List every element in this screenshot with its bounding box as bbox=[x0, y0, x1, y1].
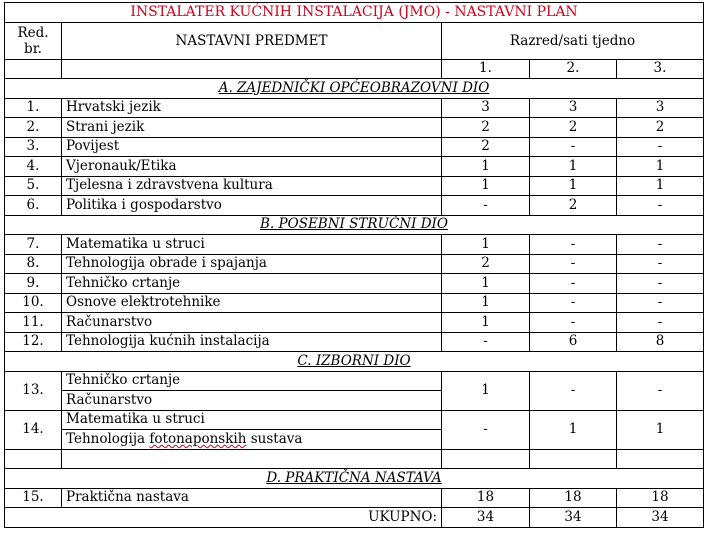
header-empty-cell bbox=[62, 59, 442, 79]
subject-name: Tehnologija obrade i spajanja bbox=[62, 254, 442, 274]
hours-year-2: - bbox=[530, 293, 617, 313]
hours-year-3: - bbox=[617, 137, 704, 157]
row-number: 7. bbox=[5, 235, 62, 255]
table-row bbox=[5, 157, 704, 177]
header-red-br: Red. br. bbox=[5, 22, 62, 59]
row-number: 11. bbox=[5, 313, 62, 333]
subject-name: Hrvatski jezik bbox=[62, 98, 442, 118]
hours-year-1: 1 bbox=[442, 157, 530, 177]
hours-year-1: 3 bbox=[442, 98, 530, 118]
row-number: 2. bbox=[5, 118, 62, 138]
hours-year-2: 1 bbox=[530, 176, 617, 196]
total-year-3: 34 bbox=[617, 508, 704, 528]
subject-name: Tehničko crtanje bbox=[62, 371, 442, 391]
total-label: UKUPNO: bbox=[5, 508, 442, 528]
row-number: 1. bbox=[5, 98, 62, 118]
total-year-1: 34 bbox=[442, 508, 530, 528]
hours-year-3: 1 bbox=[617, 157, 704, 177]
section-b-heading: B. POSEBNI STRUČNI DIO bbox=[5, 215, 704, 235]
subject-name: Računarstvo bbox=[62, 391, 442, 411]
row-number: 14. bbox=[5, 410, 62, 449]
table-row bbox=[5, 235, 704, 255]
hours-year-3: 1 bbox=[617, 410, 704, 449]
curriculum-table bbox=[4, 2, 704, 528]
row-number: 5. bbox=[5, 176, 62, 196]
header-predmet: NASTAVNI PREDMET bbox=[62, 22, 442, 59]
subject-name: Računarstvo bbox=[62, 313, 442, 333]
hours-year-3: 3 bbox=[617, 98, 704, 118]
hours-year-3: - bbox=[617, 235, 704, 255]
hours-year-1: 1 bbox=[442, 313, 530, 333]
hours-year-1: 2 bbox=[442, 118, 530, 138]
table-row bbox=[5, 176, 704, 196]
hours-year-3: 18 bbox=[617, 488, 704, 508]
subject-name: Vjeronauk/Etika bbox=[62, 157, 442, 177]
hours-year-2: - bbox=[530, 313, 617, 333]
row-number: 6. bbox=[5, 196, 62, 216]
empty-cell bbox=[442, 449, 530, 469]
hours-year-3: 8 bbox=[617, 332, 704, 352]
row-number: 8. bbox=[5, 254, 62, 274]
hours-year-1: 1 bbox=[442, 274, 530, 294]
table-row bbox=[5, 371, 704, 391]
hours-year-2: 2 bbox=[530, 196, 617, 216]
total-row bbox=[5, 508, 704, 528]
row-number: 13. bbox=[5, 371, 62, 410]
hours-year-1: 18 bbox=[442, 488, 530, 508]
table-row bbox=[5, 313, 704, 333]
header-empty-cell bbox=[5, 59, 62, 79]
hours-year-2: 6 bbox=[530, 332, 617, 352]
empty-cell bbox=[62, 449, 442, 469]
header-year-1: 1. bbox=[442, 59, 530, 79]
hours-year-2: - bbox=[530, 235, 617, 255]
subject-name: Tehnologija kućnih instalacija bbox=[62, 332, 442, 352]
subject-name-part: sustava bbox=[246, 430, 303, 447]
hours-year-3: - bbox=[617, 254, 704, 274]
subject-name: Matematika u struci bbox=[62, 410, 442, 430]
hours-year-3: 1 bbox=[617, 176, 704, 196]
hours-year-2: 18 bbox=[530, 488, 617, 508]
total-year-2: 34 bbox=[530, 508, 617, 528]
subject-name bbox=[62, 430, 442, 450]
table-row bbox=[5, 293, 704, 313]
subject-name: Politika i gospodarstvo bbox=[62, 196, 442, 216]
subject-name: Tjelesna i zdravstvena kultura bbox=[62, 176, 442, 196]
table-row bbox=[5, 98, 704, 118]
hours-year-3: - bbox=[617, 371, 704, 410]
header-year-2: 2. bbox=[530, 59, 617, 79]
subject-name: Praktična nastava bbox=[62, 488, 442, 508]
hours-year-2: - bbox=[530, 254, 617, 274]
hours-year-2: 3 bbox=[530, 98, 617, 118]
subject-name: Strani jezik bbox=[62, 118, 442, 138]
table-row bbox=[5, 410, 704, 430]
hours-year-1: 1 bbox=[442, 293, 530, 313]
section-a-heading: A. ZAJEDNIČKI OPĆEOBRAZOVNI DIO bbox=[5, 79, 704, 99]
header-razred: Razred/sati tjedno bbox=[442, 22, 704, 59]
hours-year-1: - bbox=[442, 410, 530, 449]
hours-year-1: 1 bbox=[442, 176, 530, 196]
empty-cell bbox=[5, 449, 62, 469]
table-row bbox=[5, 196, 704, 216]
row-number: 3. bbox=[5, 137, 62, 157]
table-row bbox=[5, 488, 704, 508]
spellcheck-underlined-word: fotonaponskih bbox=[149, 430, 247, 447]
hours-year-1: 2 bbox=[442, 254, 530, 274]
hours-year-3: 2 bbox=[617, 118, 704, 138]
hours-year-2: 1 bbox=[530, 157, 617, 177]
hours-year-3: - bbox=[617, 313, 704, 333]
hours-year-1: - bbox=[442, 196, 530, 216]
hours-year-1: 1 bbox=[442, 235, 530, 255]
row-number: 4. bbox=[5, 157, 62, 177]
hours-year-3: - bbox=[617, 274, 704, 294]
section-d-heading: D. PRAKTIČNA NASTAVA bbox=[5, 469, 704, 489]
hours-year-3: - bbox=[617, 196, 704, 216]
section-c-heading: C. IZBORNI DIO bbox=[5, 352, 704, 372]
row-number: 9. bbox=[5, 274, 62, 294]
row-number: 10. bbox=[5, 293, 62, 313]
subject-name: Povijest bbox=[62, 137, 442, 157]
hours-year-2: - bbox=[530, 371, 617, 410]
row-number: 12. bbox=[5, 332, 62, 352]
subject-name: Matematika u struci bbox=[62, 235, 442, 255]
hours-year-1: 2 bbox=[442, 137, 530, 157]
empty-cell bbox=[530, 449, 617, 469]
table-row bbox=[5, 137, 704, 157]
header-year-3: 3. bbox=[617, 59, 704, 79]
table-row bbox=[5, 118, 704, 138]
table-row bbox=[5, 274, 704, 294]
table-row bbox=[5, 254, 704, 274]
row-number: 15. bbox=[5, 488, 62, 508]
hours-year-3: - bbox=[617, 293, 704, 313]
hours-year-2: 1 bbox=[530, 410, 617, 449]
hours-year-2: - bbox=[530, 137, 617, 157]
empty-cell bbox=[617, 449, 704, 469]
subject-name: Tehničko crtanje bbox=[62, 274, 442, 294]
subject-name-part: Tehnologija bbox=[66, 430, 150, 447]
hours-year-1: - bbox=[442, 332, 530, 352]
hours-year-2: - bbox=[530, 274, 617, 294]
hours-year-1: 1 bbox=[442, 371, 530, 410]
hours-year-2: 2 bbox=[530, 118, 617, 138]
table-row bbox=[5, 332, 704, 352]
subject-name: Osnove elektrotehnike bbox=[62, 293, 442, 313]
table-title: INSTALATER KUĆNIH INSTALACIJA (JMO) - NASTAVNI PLAN bbox=[5, 3, 704, 23]
